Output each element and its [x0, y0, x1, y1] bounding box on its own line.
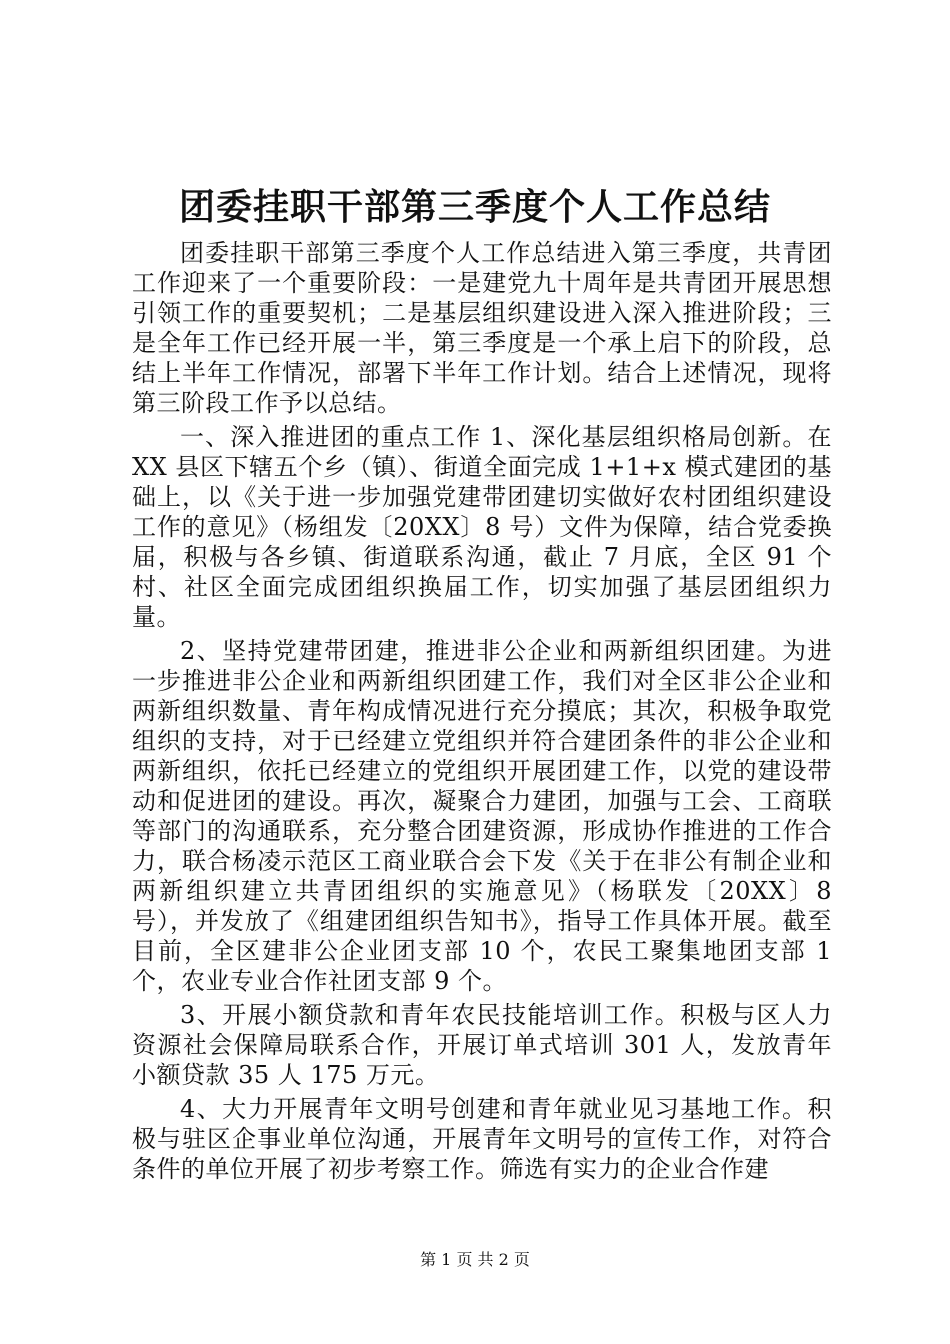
page-footer: 第 1 页 共 2 页 — [420, 1250, 530, 1269]
paragraph-item-3: 3、开展小额贷款和青年农民技能培训工作。积极与区人力资源社会保障局联系合作，开展订单式培训 301 人，发放青年小额贷款 35 人 175 万元。 — [132, 1001, 832, 1089]
paragraph-item-2: 2、坚持党建带团建，推进非公企业和两新组织团建。为进一步推进非公企业和两新组织团建工作，我们对全区非公企业和两新组织数量、青年构成情况进行充分摸底；其次，积极争取党组织的支持，对于已经建立党组织并符合建团条件的非公企业和两新组织，依托已经建立的党组织开展团建工作，以党的建设带动和促进团的建设。再次，凝聚合力建团，加强与工会、工商联等部门的沟通联系，充分整合团建资源，形成协作推进的工作合力，联合杨凌示范区工商业联合会下发《关于在非公有制企业和两新组织建立共青团组织的实施意见》（杨联发〔20XX〕8 号），并发放了《组建团组织告知书》，指导工作具体开展。截至目前，全区建非公企业团支部 10 个，农民工聚集地团支部 1 个，农业专业合作社团支部 9 个。 — [132, 637, 832, 995]
paragraph-section-1: 一、深入推进团的重点工作 1、深化基层组织格局创新。在 XX 县区下辖五个乡（镇）、街道全面完成 1+1+x 模式建团的基础上，以《关于进一步加强党建带团建切实做好农村团组织建设工作的意见》（杨组发〔20XX〕8 号）文件为保障，结合党委换届，积极与各乡镇、街道联系沟通，截止 7 月底，全区 91 个村、社区全面完成团组织换届工作，切实加强了基层团组织力量。 — [132, 423, 832, 631]
document-title: 团委挂职干部第三季度个人工作总结 — [178, 186, 771, 228]
document-body — [132, 238, 832, 1184]
paragraph-item-4: 4、大力开展青年文明号创建和青年就业见习基地工作。积极与驻区企事业单位沟通，开展青年文明号的宣传工作，对符合条件的单位开展了初步考察工作。筛选有实力的企业合作建 — [132, 1095, 832, 1183]
paragraph-intro: 团委挂职干部第三季度个人工作总结进入第三季度，共青团工作迎来了一个重要阶段：一是建党九十周年是共青团开展思想引领工作的重要契机；二是基层组织建设进入深入推进阶段；三是全年工作已经开展一半，第三季度是一个承上启下的阶段，总结上半年工作情况，部署下半年工作计划。结合上述情况，现将第三阶段工作予以总结。 — [132, 239, 832, 417]
